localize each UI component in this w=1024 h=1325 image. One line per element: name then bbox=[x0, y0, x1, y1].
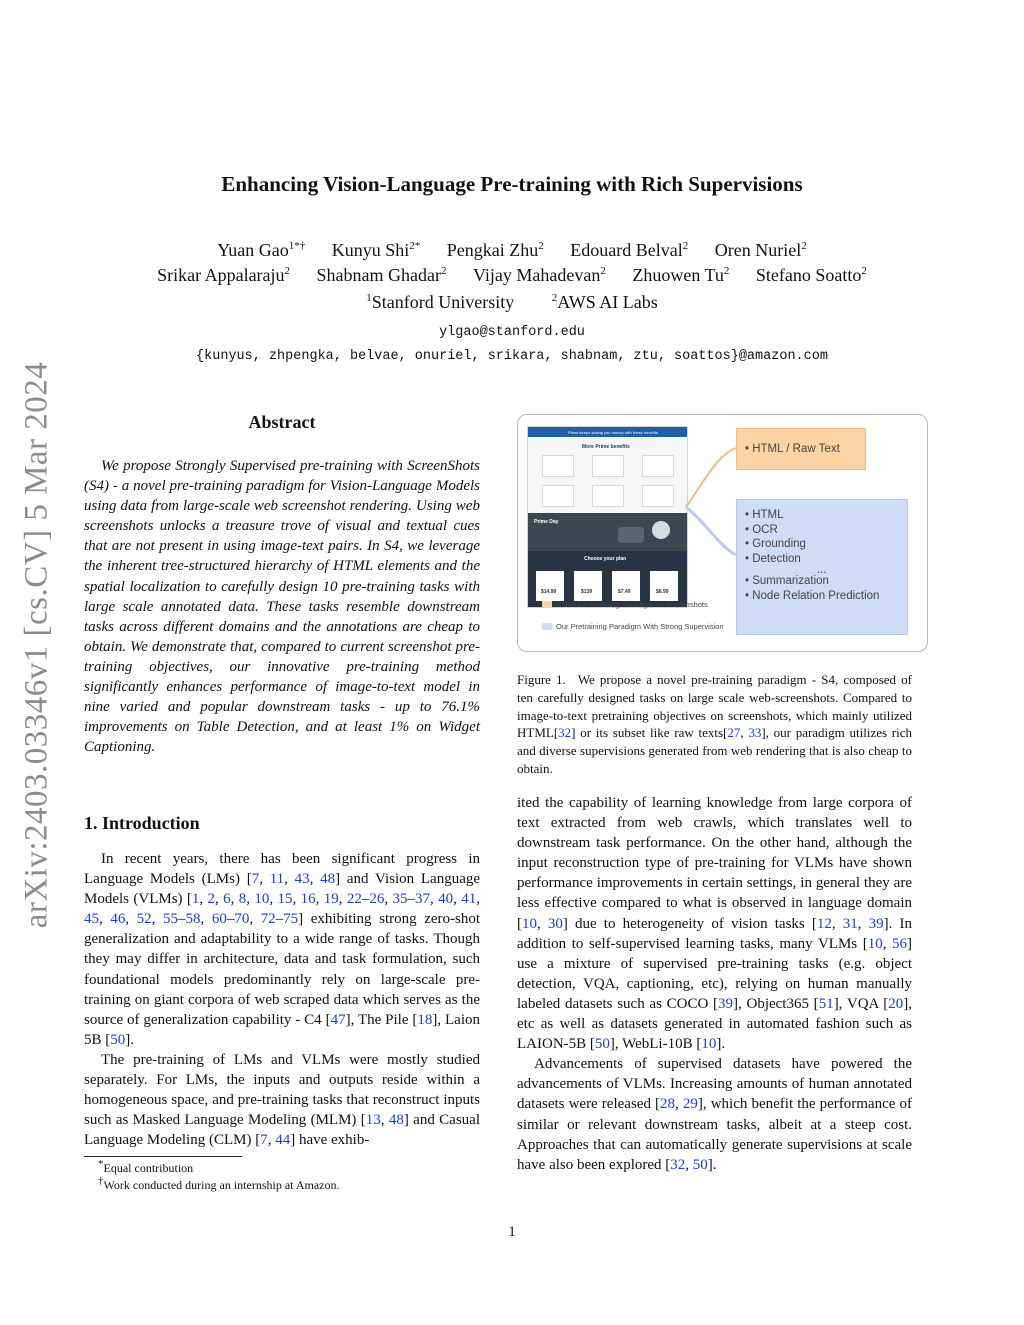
affiliation: $^2$AWS AI Labs bbox=[551, 292, 658, 312]
our-paradigm-box bbox=[736, 499, 908, 635]
author: Kunyu Shi$^{2*}$ bbox=[331, 240, 421, 260]
legend-swatch-ours bbox=[542, 623, 552, 630]
legend-swatch-current bbox=[542, 601, 552, 608]
figure-1 bbox=[517, 414, 928, 652]
screenshot-hero: Prime Day bbox=[528, 513, 687, 551]
arrow-to-blue bbox=[686, 507, 736, 555]
intro-body bbox=[84, 849, 480, 1150]
affiliation: $^1$Stanford University bbox=[366, 292, 515, 312]
abstract-body: We propose Strongly Supervised pre-training with ScreenShots (S4) - a novel pre-training paradigm for Vision-Language Models using data from large-scale web screenshot rendering. Using web screenshots unlocks a treasure trove of visual and textual cues that are not present in using image-text pairs. In S4, we leverage the inherent tree-structured hierarchy of HTML elements and the spatial localization to carefully design 10 pre-training tasks with large scale annotated data. These tasks resemble downstream tasks across different domains and the annotations are cheap to obtain. We demonstrate that, compared to current screenshot pre-training objectives, our innovative pre-training method significantly enhances performance of image-to-text model in nine varied and popular downstream tasks - up to 76.1% improvements on Table Detection, and at least 1% on Widget Captioning. bbox=[84, 458, 480, 756]
screenshot-plans: Choose your plan bbox=[528, 551, 687, 607]
email-amazon: {kunyus, zhpengka, belvae, onuriel, srikara, shabnam, ztu, soattos}@amazon.com bbox=[196, 349, 828, 364]
legend-current: Current Pretraining Paradigm on Screenshots bbox=[556, 600, 708, 609]
authors-line-2 bbox=[0, 265, 1024, 286]
section-heading: 1. Introduction bbox=[84, 813, 200, 833]
paper-title: Enhancing Vision-Language Pre-training with Rich Supervisions bbox=[221, 172, 803, 196]
right-column-body bbox=[517, 793, 912, 1175]
screenshot-banner: Prime keeps saving you money with these benefits bbox=[528, 427, 687, 437]
author: Yuan Gao$^{1*\dagger}$ bbox=[217, 240, 306, 260]
author: Zhuowen Tu$^2$ bbox=[632, 265, 730, 285]
abstract-heading: Abstract bbox=[248, 412, 316, 432]
author: Edouard Belval$^2$ bbox=[570, 240, 689, 260]
right-paragraph-1: ited the capability of learning knowledge from large corpora of text extracted from web crawls, which translates well to downstream task performance. On the other hand, although the input reconstruction type of pre-training for VLMs have shown performance improvements in certain settings, in general they are less effective compared to what is observed in language domain [10, 30] due to heterogeneity of vision tasks [12, 31, 39]. In addition to self-supervised learning tasks, many VLMs [10, 56] use a mixture of supervised pre-training tasks (e.g. object detection, VQA, captioning, etc), relying on human manually labeled datasets such as COCO [39], Object365 [51], VQA [20], etc as well as datasets generated in automated fashion such as LAION-5B [50], WebLi-10B [10]. bbox=[517, 795, 913, 1053]
task-list: • HTML • OCR • Grounding • Detection ... • Summarization • Node Relation Prediction bbox=[745, 509, 880, 602]
author: Shabnam Ghadar$^2$ bbox=[316, 265, 447, 285]
screenshot-plan-card: $14.99 bbox=[536, 571, 564, 601]
arxiv-stamp bbox=[12, 360, 62, 930]
arrow-to-orange bbox=[686, 448, 736, 507]
legend-ours: Our Pretraining Paradigm With Strong Supervision bbox=[556, 622, 724, 631]
current-paradigm-box: • HTML / Raw Text bbox=[736, 428, 866, 470]
arxiv-id: arXiv:2403.03346v1 [cs.CV] 5 Mar 2024 bbox=[18, 361, 55, 929]
intro-paragraph-1: In recent years, there has been significant progress in Language Models (LMs) [7, 11, 43, 48] and Vision Language Models (VLMs) [1, 2, 6, 8, 10, 15, 16, 19, 22–26, 35–37, 40, 41, 45, 46, 52, 55–58, 60–70, 72–75] exhibiting strong zero-shot generalization and adaptability to a wide range of tasks. Though they may differ in architecture, data and task formulation, such foundational models predominantly rely on large-scale pre-training on giant corpora of web scraped data which serves as the source of generalization capability - C4 [47], The Pile [18], Laion 5B [50]. bbox=[84, 851, 481, 1048]
screenshot-plan-card: $139 bbox=[574, 571, 602, 601]
affiliations bbox=[0, 292, 1024, 313]
author: Pengkai Zhu$^2$ bbox=[446, 240, 544, 260]
webpage-screenshot: Prime keeps saving you money with these benefits More Prime benefits Prime Day Choose your plan $14.99 $139 $7.49 $6.99 bbox=[527, 426, 688, 608]
intro-paragraph-2: The pre-training of LMs and VLMs were mostly studied separately. For LMs, the inputs and outputs reside within a homogeneous space, and pre-training tasks that reconstruct inputs such as Masked Language Modeling (MLM) [13, 48] and Casual Language Modeling (CLM) [7, 44] have exhib- bbox=[84, 1051, 481, 1149]
right-paragraph-2: Advancements of supervised datasets have powered the advancements of VLMs. Increasing amounts of human annotated datasets were released [28, 29], which benefit the performance of similar or relevant downstream tasks, albeit at a steep cost. Approaches that can automatically generate supervisions at scale have also been explored [32, 50]. bbox=[517, 1056, 912, 1173]
screenshot-plan-card: $7.49 bbox=[612, 571, 640, 601]
authors-line-1 bbox=[0, 240, 1024, 261]
footnote-2: †Work conducted during an internship at Amazon. bbox=[98, 1175, 340, 1192]
author: Vijay Mahadevan$^2$ bbox=[473, 265, 606, 285]
footnote-1: *Equal contribution bbox=[98, 1158, 194, 1175]
page-number: 1 bbox=[508, 1224, 516, 1240]
author: Oren Nuriel$^2$ bbox=[714, 240, 807, 260]
author: Srikar Appalaraju$^2$ bbox=[157, 265, 291, 285]
author: Stefano Soatto$^2$ bbox=[755, 265, 867, 285]
email-stanford: ylgao@stanford.edu bbox=[439, 325, 585, 340]
footnote-rule bbox=[84, 1156, 242, 1157]
screenshot-plan-card: $6.99 bbox=[650, 571, 678, 601]
figure-caption: Figure 1. We propose a novel pre-training paradigm - S4, composed of ten carefully designed tasks on large scale web-screenshots. Compared to image-to-text pretraining objectives on screenshots, which mainly utilized HTML[32] or its subset like raw texts[27, 33], our paradigm utilizes rich and diverse supervisions generated from web rendering that is also cheap to obtain. bbox=[517, 672, 912, 776]
